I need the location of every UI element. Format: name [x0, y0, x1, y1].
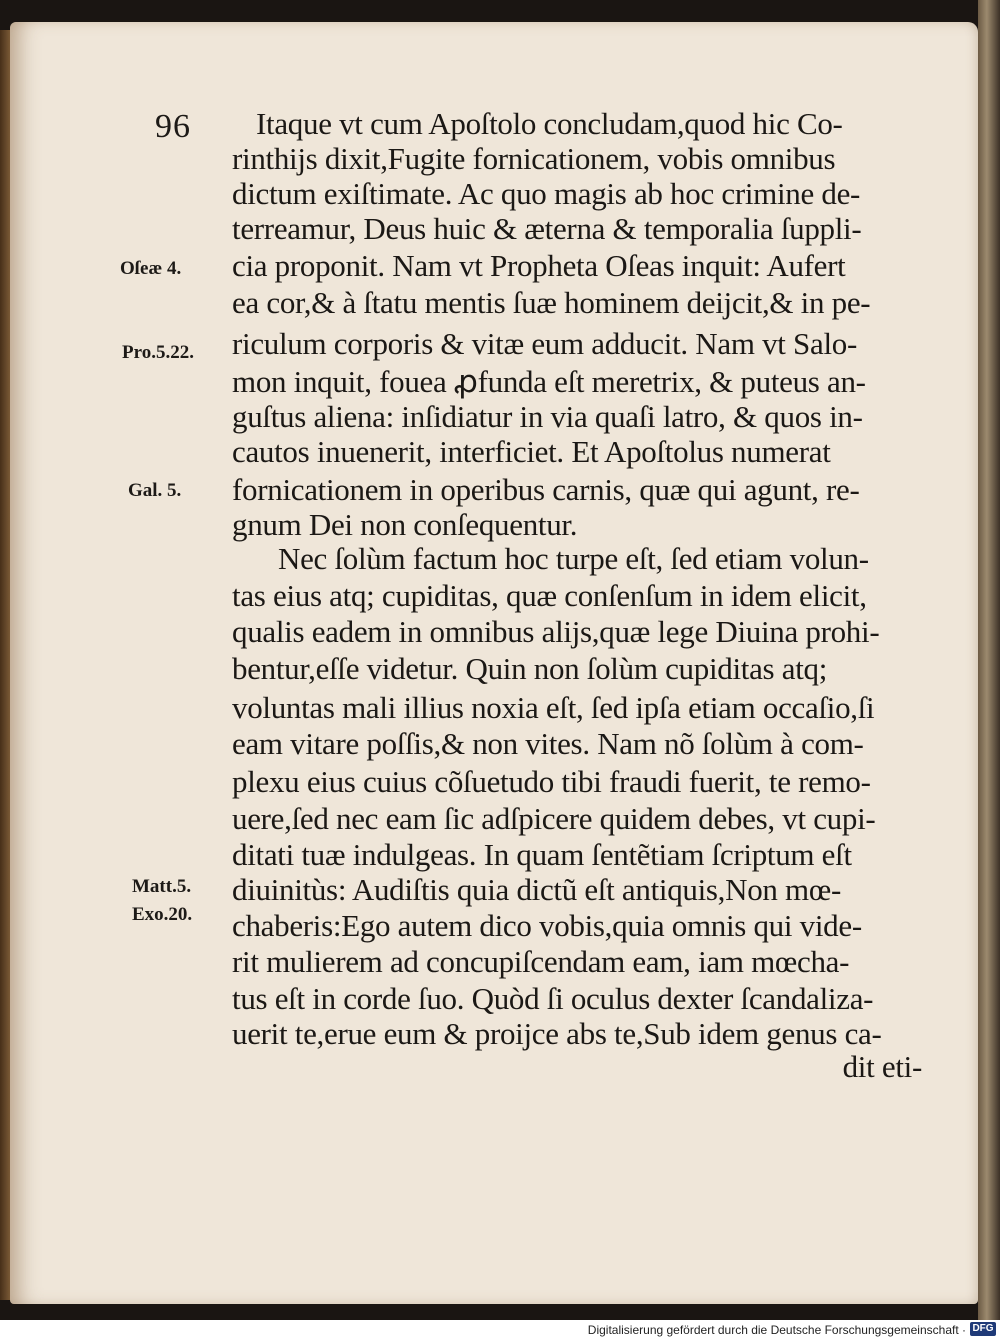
text-line: dictum exiſtimate. Ac quo magis ab hoc crimine de- [232, 176, 861, 211]
text-line: mon inquit, fouea ꝓfunda eſt meretrix, & puteus an- [232, 364, 866, 399]
text-line: bentur,eſſe videtur. Quin non ſolùm cupiditas atq; [232, 651, 828, 686]
text-line: diuinitùs: Audiſtis quia dictũ eſt antiquis,Non mœ- [232, 872, 841, 907]
text-line: cia proponit. Nam vt Propheta Oſeas inquit: Aufert [232, 248, 846, 283]
margin-note-exodus: Exo.20. [132, 904, 193, 925]
text-line: voluntas mali illius noxia eſt, ſed ipſa etiam occaſio,ſi [232, 690, 875, 725]
text-line: qualis eadem in omnibus alijs,quæ lege Diuina prohi- [232, 614, 880, 649]
page-number: 96 [155, 108, 191, 145]
text-line: rit mulierem ad concupiſcendam eam, iam mœcha- [232, 944, 850, 979]
text-line: eam vitare poſſis,& non vites. Nam nõ ſolùm à com- [232, 726, 864, 761]
text-line: tus eſt in corde ſuo. Quòd ſi oculus dexter ſcandaliza- [232, 981, 874, 1016]
text-line: riculum corporis & vitæ eum adducit. Nam vt Salo- [232, 326, 857, 361]
text-line: rinthijs dixit,Fugite fornicationem, vobis omnibus [232, 141, 836, 176]
margin-note-proverbs: Pro.5.22. [122, 342, 194, 363]
text-line: chaberis:Ego autem dico vobis,quia omnis qui vide- [232, 908, 862, 943]
text-line: fornicationem in operibus carnis, quæ qui agunt, re- [232, 472, 860, 507]
book-fore-edge [978, 0, 1000, 1320]
text-line: Nec ſolùm factum hoc turpe eſt, ſed etiam volun- [278, 541, 869, 576]
text-line: tas eius atq; cupiditas, quæ conſenſum in idem elicit, [232, 578, 867, 613]
text-line: ea cor,& à ſtatu mentis ſuæ hominem deijcit,& in pe- [232, 285, 871, 320]
text-line: ditati tuæ indulgeas. In quam ſentẽtiam ſcriptum eſt [232, 837, 852, 872]
text-line: Itaque vt cum Apoſtolo concludam,quod hic Co- [256, 106, 843, 141]
text-line: uerit te,erue eum & proijce abs te,Sub idem genus ca- [232, 1016, 882, 1051]
text-line: terreamur, Deus huic & æterna & temporalia ſuppli- [232, 211, 862, 246]
funding-credit: Digitalisierung gefördert durch die Deutsche Forschungsgemeinschaft · [587, 1323, 966, 1337]
text-line: uere,ſed nec eam ſic adſpicere quidem debes, vt cupi- [232, 801, 876, 836]
footer-bar [0, 1320, 1000, 1340]
text-line: guſtus aliena: inſidiatur in via quaſi latro, & quos in- [232, 399, 863, 434]
text-line: cautos inuenerit, interficiet. Et Apoſtolus numerat [232, 434, 831, 469]
catchword: dit eti- [842, 1049, 922, 1084]
margin-note-matthew: Matt.5. [132, 876, 192, 897]
margin-note-osee: Oſeæ 4. [120, 258, 182, 279]
text-line: gnum Dei non conſequentur. [232, 507, 578, 542]
text-line: plexu eius cuius cõſuetudo tibi fraudi fuerit, te remo- [232, 764, 871, 799]
margin-note-galatians: Gal. 5. [128, 480, 182, 501]
dfg-logo-icon: DFG [970, 1322, 996, 1336]
